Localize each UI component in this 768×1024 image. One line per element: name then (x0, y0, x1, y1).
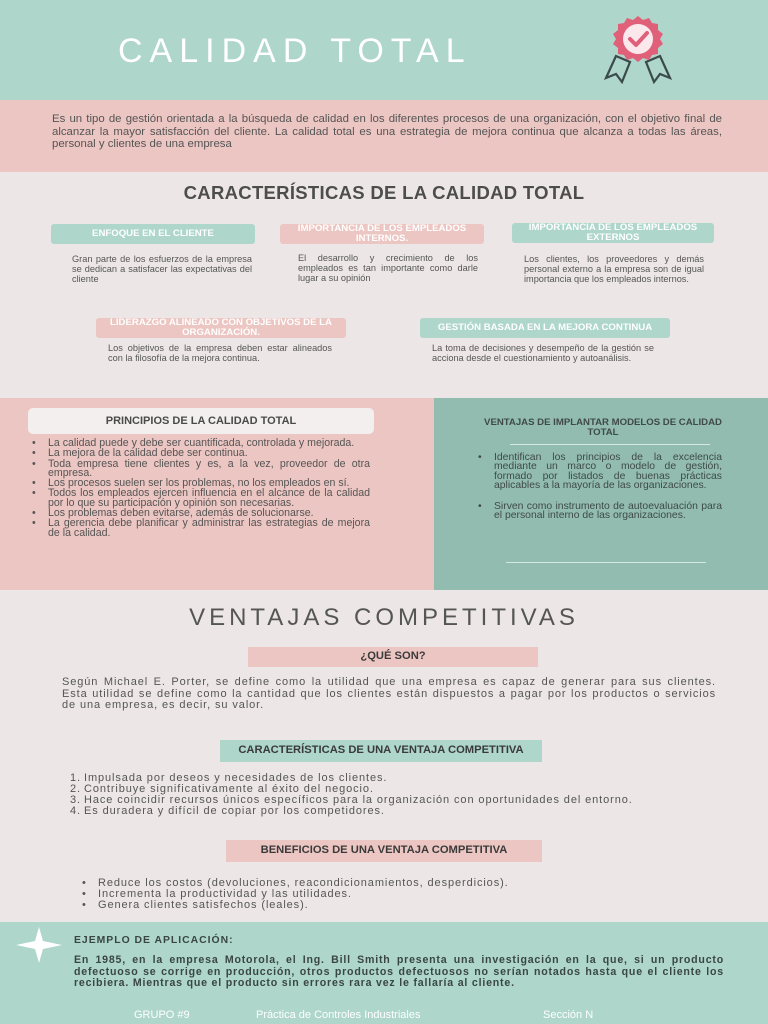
example-title: EJEMPLO DE APLICACIÓN: (74, 935, 234, 946)
list-item: • Los procesos suelen ser los problemas, no los empleados en sí. (30, 479, 370, 488)
advantages-title: VENTAJAS DE IMPLANTAR MODELOS DE CALIDAD TOTAL (484, 417, 722, 439)
divider (510, 444, 710, 445)
list-item: • Incrementa la productividad y las utilidades. (80, 889, 509, 900)
intro-text: Es un tipo de gestión orientada a la búsqueda de calidad en los diferentes procesos de una organización, con el objetivo final de alcanzar la mayor satisfacción del cliente. La calidad total es una estrategia de mejora continua que alcanza a todas las áreas, personal y clientes de una empresa (52, 113, 722, 151)
list-item: • Sirven como instrumento de autoevaluación para el personal interno de las organizaciones. (476, 502, 722, 521)
competitive-title: VENTAJAS COMPETITIVAS (189, 604, 579, 631)
principles-title: PRINCIPIOS DE LA CALIDAD TOTAL (28, 408, 374, 434)
list-item: • La calidad puede y debe ser cuantificada, controlada y mejorada. (30, 439, 370, 448)
footer-course: Práctica de Controles Industriales (256, 1009, 421, 1021)
list-text: Impulsada por deseos y necesidades de los clientes. (84, 772, 388, 784)
characteristic-text: Los objetivos de la empresa deben estar alineados con la filosofía de la mejora continua. (108, 343, 332, 363)
list-item: • La gerencia debe planificar y administrar las estrategias de mejora de la calidad. (30, 519, 370, 538)
what-are-label: ¿QUÉ SON? (248, 647, 538, 667)
list-number: 2. (70, 783, 81, 795)
footer (0, 1009, 768, 1023)
divider (506, 562, 706, 563)
list-item: • Los problemas deben evitarse, además de solucionarse. (30, 509, 370, 518)
list-item: • Todos los empleados ejercen influencia en el alcance de la calidad por lo que su participación y opinión son necesarias. (30, 489, 370, 508)
characteristic-text: El desarrollo y crecimiento de los empleados es tan importante como darle lugar a su opinión (298, 253, 478, 283)
competitive-characteristics-label: CARACTERÍSTICAS DE UNA VENTAJA COMPETITIVA (220, 740, 542, 762)
benefits-list (80, 878, 509, 911)
characteristic-label: ENFOQUE EN EL CLIENTE (51, 224, 255, 244)
list-number: 4. (70, 805, 81, 817)
footer-section: Sección N (543, 1009, 594, 1021)
advantages-list (476, 453, 722, 522)
sparkle-star-icon (14, 926, 64, 964)
list-text: Hace coincidir recursos únicos específicos para la organización con oportunidades del entorno. (84, 794, 633, 806)
list-item: • Identifican los principios de la excelencia mediante un marco o modelo de gestión, formado por listados de buenas prácticas aplicables a la mayoría de las organizaciones. (476, 453, 722, 490)
list-item (70, 806, 650, 817)
characteristics-title: CARACTERÍSTICAS DE LA CALIDAD TOTAL (183, 182, 585, 203)
characteristic-text: Los clientes, los proveedores y demás personal externo a la empresa son de igual importancia que los empleados internos. (524, 254, 704, 284)
list-number: 1. (70, 772, 81, 784)
characteristic-label: LIDERAZGO ALINEADO CON OBJETIVOS DE LA ORGANIZACIÓN. (96, 318, 346, 338)
list-text: Contribuye significativamente al éxito del negocio. (84, 783, 374, 795)
competitive-characteristics-list (70, 773, 650, 817)
list-number: 3. (70, 794, 81, 806)
list-item: • Toda empresa tiene clientes y es, a la vez, proveedor de otra empresa. (30, 460, 370, 479)
porter-definition: Según Michael E. Porter, se define como la utilidad que una empresa es capaz de generar para sus clientes. Esta utilidad se define como la cantidad que los clientes están dispuestos a pagar por los productos o servicios de una empresa, es decir, su valor. (62, 676, 716, 712)
principles-list (30, 439, 370, 539)
list-item: • Genera clientes satisfechos (leales). (80, 900, 509, 911)
list-item: • La mejora de la calidad debe ser continua. (30, 449, 370, 458)
characteristics-section (0, 172, 768, 398)
page-title: CALIDAD TOTAL (118, 32, 472, 70)
list-text: Es duradera y difícil de copiar por los competidores. (84, 805, 385, 817)
characteristic-label: IMPORTANCIA DE LOS EMPLEADOS INTERNOS. (280, 224, 484, 244)
characteristic-label: GESTIÓN BASADA EN LA MEJORA CONTINUA (420, 318, 670, 338)
footer-group: GRUPO #9 (134, 1009, 190, 1021)
example-text: En 1985, en la empresa Motorola, el Ing. Bill Smith presenta una investigación en la que, si un producto defectuoso se corrige en producción, otros productos defectuosos no serían notados hasta que el cliente los recibiera. Mientras que el producto sin errores rara vez le fallaría al cliente. (74, 954, 724, 990)
list-item: • Reduce los costos (devoluciones, reacondicionamientos, desperdicios). (80, 878, 509, 889)
benefits-label: BENEFICIOS DE UNA VENTAJA COMPETITIVA (226, 840, 542, 862)
characteristic-text: Gran parte de los esfuerzos de la empresa se dedican a satisfacer las expectativas del cliente (72, 254, 252, 284)
characteristic-text: La toma de decisiones y desempeño de la gestión se acciona desde el cuestionamiento y autoanálisis. (432, 343, 654, 363)
characteristic-label: IMPORTANCIA DE LOS EMPLEADOS EXTERNOS (512, 223, 714, 243)
award-ribbon-icon (592, 12, 684, 84)
